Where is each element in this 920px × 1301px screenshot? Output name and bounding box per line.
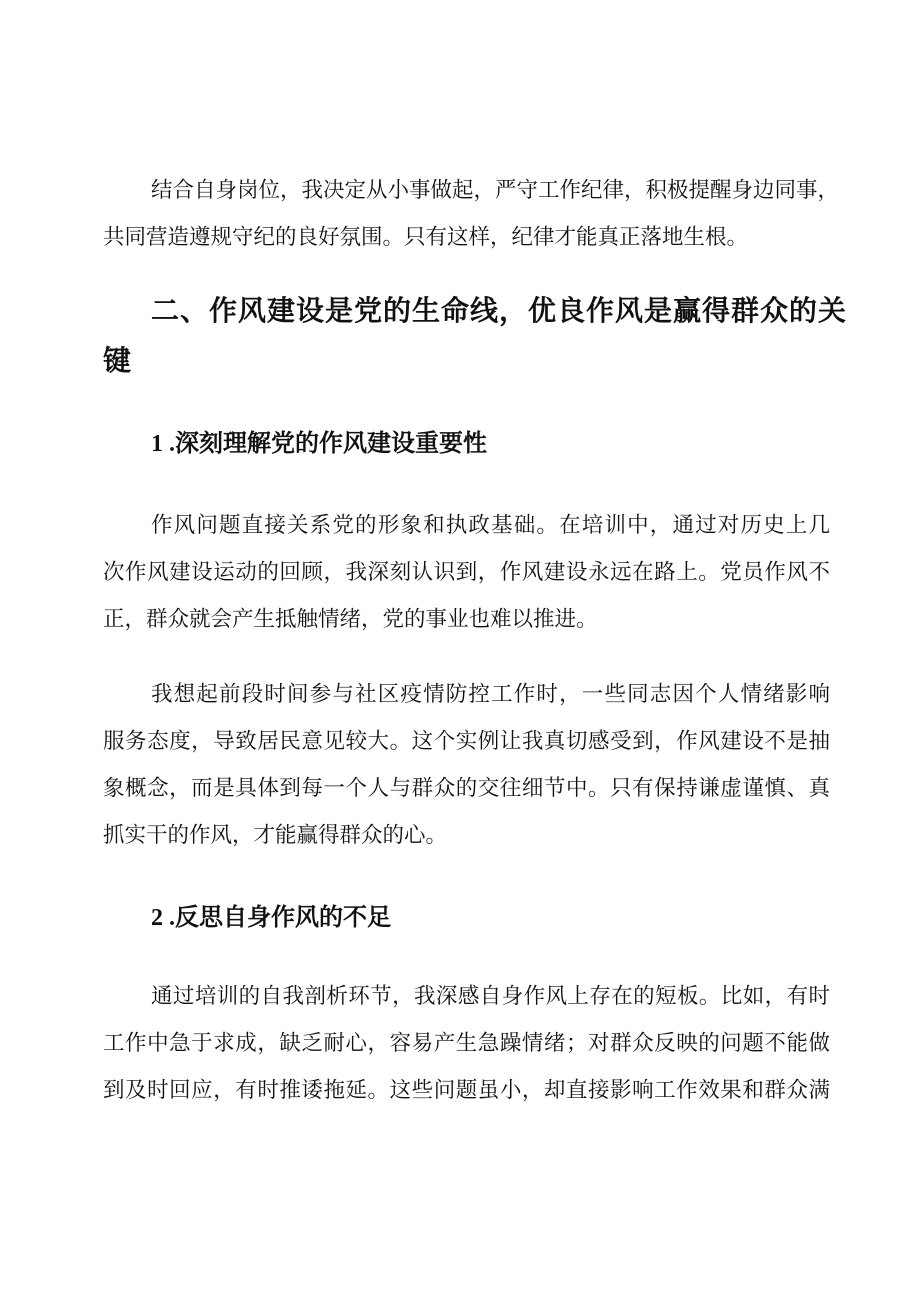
section-heading-2 — [103, 286, 848, 386]
text-line: 工作中急于求成，缺乏耐心，容易产生急躁情绪；对群众反映的问题不能做 — [103, 1031, 830, 1055]
subheading-1-number: 1 . — [151, 431, 175, 457]
paragraph-discipline-commitment — [103, 167, 840, 261]
subheading-1-title: 深刻理解党的作风建设重要性 — [175, 430, 487, 457]
text-line: 结合自身岗位，我决定从小事做起，严守工作纪律，积极提醒身边同事， — [151, 178, 840, 202]
text-line: 作风问题直接关系党的形象和执政基础。在培训中，通过对历史上几 — [151, 513, 830, 537]
paragraph-self-reflection — [103, 973, 830, 1114]
text-line: 我想起前段时间参与社区疫情防控工作时，一些同志因个人情绪影响 — [151, 682, 830, 706]
text-line: 键 — [103, 345, 133, 376]
text-line: 到及时回应，有时推诿拖延。这些问题虽小，却直接影响工作效果和群众满 — [103, 1078, 830, 1102]
text-line: 通过培训的自我剖析环节，我深感自身作风上存在的短板。比如，有时 — [151, 984, 830, 1008]
subheading-1 — [103, 420, 830, 468]
text-line: 正，群众就会产生抵触情绪，党的事业也难以推进。 — [103, 607, 598, 631]
subheading-2 — [103, 894, 830, 942]
text-line: 共同营造遵规守纪的良好氛围。只有这样，纪律才能真正落地生根。 — [103, 225, 749, 249]
subheading-2-number: 2 . — [151, 905, 175, 931]
text-line: 抓实干的作风，才能赢得群众的心。 — [103, 823, 448, 847]
text-line: 象概念，而是具体到每一个人与群众的交往细节中。只有保持谦虚谨慎、真 — [103, 776, 830, 800]
paragraph-community-example — [103, 671, 830, 859]
text-line: 二、作风建设是党的生命线，优良作风是赢得群众的关 — [151, 295, 848, 326]
paragraph-style-importance — [103, 502, 830, 643]
text-line: 次作风建设运动的回顾，我深刻认识到，作风建设永远在路上。党员作风不 — [103, 560, 830, 584]
subheading-2-title: 反思自身作风的不足 — [175, 904, 391, 931]
text-line: 服务态度，导致居民意见较大。这个实例让我真切感受到，作风建设不是抽 — [103, 729, 830, 753]
